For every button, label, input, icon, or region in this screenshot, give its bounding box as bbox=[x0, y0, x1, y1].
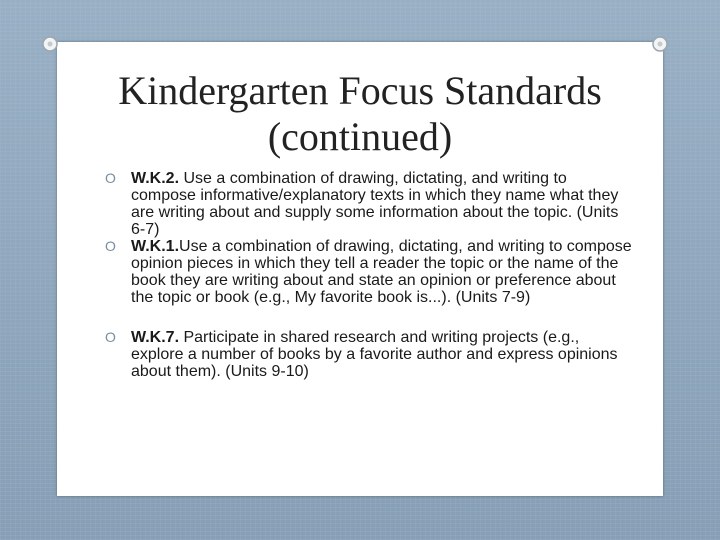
pushpin-icon bbox=[650, 34, 670, 54]
slide-title-line-2: (continued) bbox=[267, 114, 453, 159]
standards-list bbox=[105, 170, 635, 380]
standard-text: Participate in shared research and writing projects (e.g., explore a number of books by a favorite author and express opinions about them). (Units 9-10) bbox=[131, 329, 618, 380]
bullet-marker: O bbox=[105, 329, 116, 345]
list-item-wk7 bbox=[105, 329, 635, 380]
slide-title bbox=[57, 68, 663, 160]
standard-text: Use a combination of drawing, dictating, and writing to compose informative/explanatory texts in which they name what they are writing about and supply some information about the topic. (Units 6-7) bbox=[131, 170, 619, 238]
bullet-marker: O bbox=[105, 238, 116, 254]
standard-text: Use a combination of drawing, dictating, and writing to compose opinion pieces in which they tell a reader the topic or the name of the book they are writing about and state an opinion or preference about the topic or book (e.g., My favorite book is...). (Units 7-9) bbox=[131, 238, 632, 306]
slide-title-line-1: Kindergarten Focus Standards bbox=[118, 68, 602, 113]
bullet-marker: O bbox=[105, 170, 116, 186]
list-item-wk2 bbox=[105, 170, 635, 238]
pushpin-icon bbox=[40, 34, 60, 54]
list-item-wk1 bbox=[105, 238, 635, 306]
standard-code: W.K.7. bbox=[131, 329, 180, 346]
standard-code: W.K.2. bbox=[131, 170, 180, 187]
standard-code: W.K.1. bbox=[131, 238, 180, 255]
